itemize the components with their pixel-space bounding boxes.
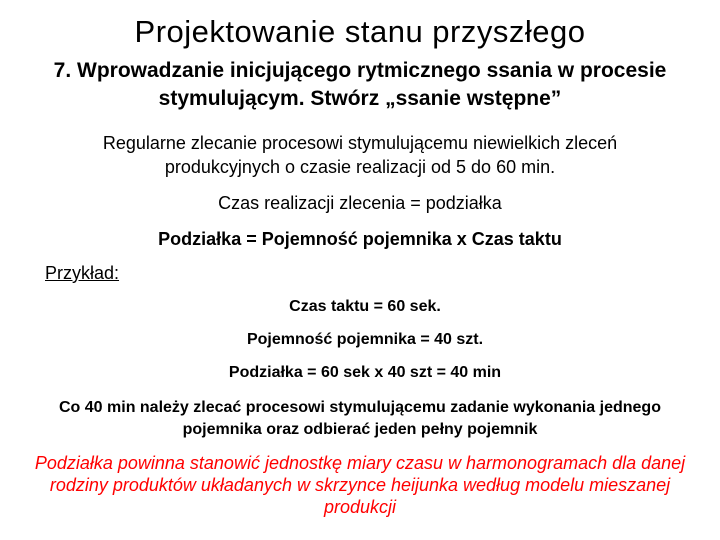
calc-line-capacity: Pojemność pojemnika = 40 szt.: [246, 331, 484, 348]
slide-subtitle: 7. Wprowadzanie inicjującego rytmicznego ssania w procesie stymulującym. Stwórz „ssanie wstępne”: [53, 59, 667, 110]
slide-title: Projektowanie stanu przyszłego: [134, 14, 586, 49]
formula-text: Podziałka = Pojemność pojemnika x Czas taktu: [158, 229, 562, 249]
calc-line-takt: Czas taktu = 60 sek.: [289, 298, 441, 315]
highlight-text: Podziałka powinna stanowić jednostkę miary czasu w harmonogramach dla danej rodziny produktów układanych w skrzynce heijunka według modelu mieszanej produkcji: [34, 453, 686, 517]
description-text: Regularne zlecanie procesowi stymulującemu niewielkich zleceń produkcyjnych o czasie realizacji od 5 do 60 min.: [102, 133, 618, 177]
definition-text: Czas realizacji zlecenia = podziałka: [218, 193, 502, 213]
example-label: Przykład:: [45, 263, 120, 283]
calc-line-pitch: Podziałka = 60 sek x 40 szt = 40 min: [228, 364, 502, 381]
note-text: Co 40 min należy zlecać procesowi stymulującemu zadanie wykonania jednego pojemnika oraz odbierać jeden pełny pojemnik: [59, 399, 661, 438]
